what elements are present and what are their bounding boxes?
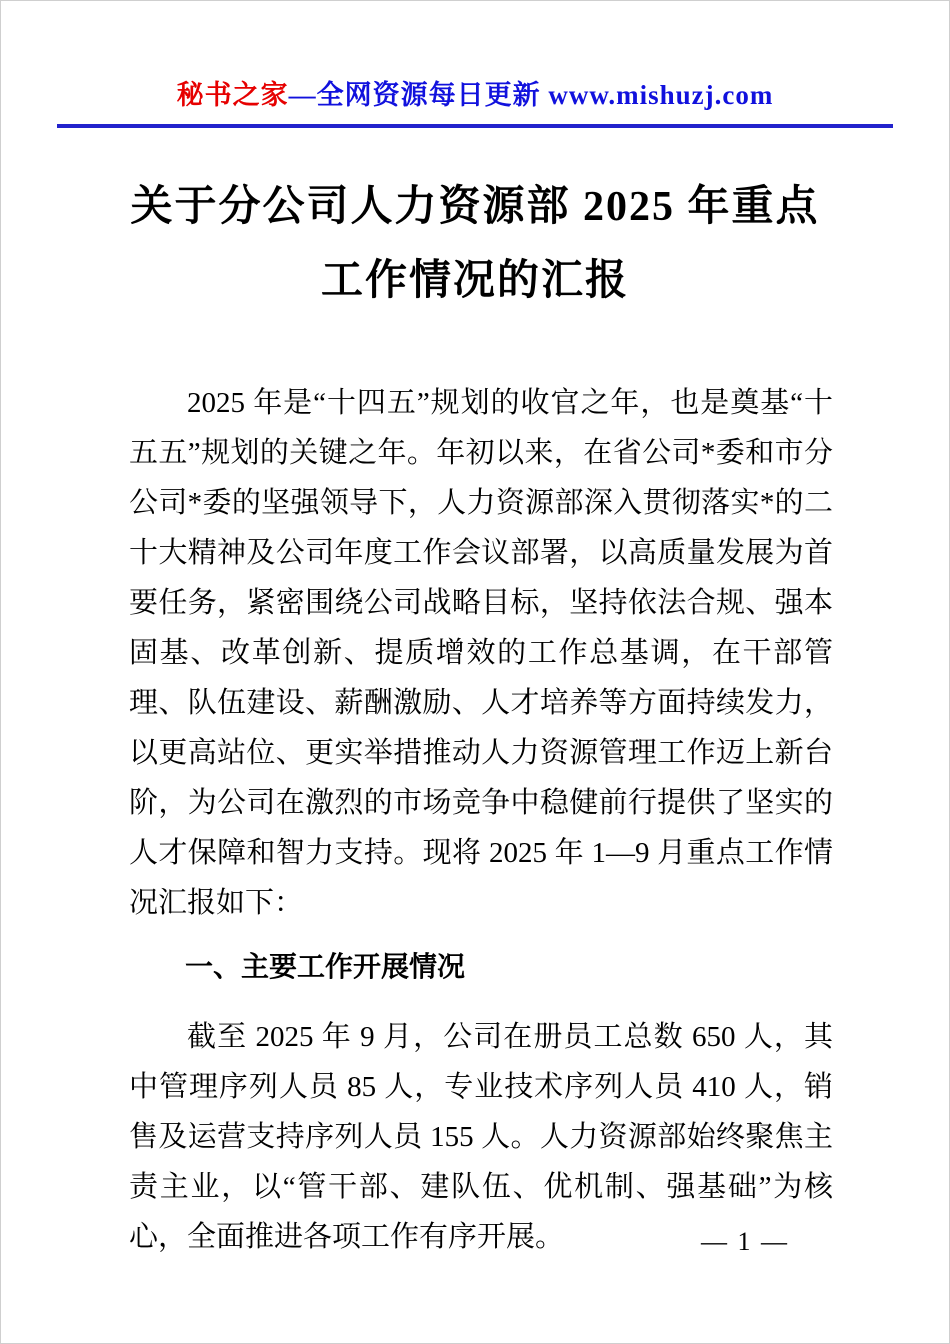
site-tagline: —全网资源每日更新: [288, 80, 549, 110]
page-number: — 1 —: [701, 1227, 789, 1256]
section-heading-1: 一、主要工作开展情况: [185, 951, 466, 982]
body-paragraph-2: 截至 2025 年 9 月，公司在册员工总数 650 人，其中管理序列人员 85 人，专业技术序列人员 410 人，销售及运营支持序列人员 155 人。人力资源部始终聚焦主责主业，以“管干部、建队伍、优机制、强基础”为核心，全面推进各项工作有序开展。: [129, 1021, 833, 1253]
header-divider: [57, 124, 893, 128]
site-name: 秘书之家: [176, 80, 289, 110]
document-title-line2: 工作情况的汇报: [320, 258, 629, 304]
body-paragraph-1: 2025 年是“十四五”规划的收官之年，也是奠基“十五五”规划的关键之年。年初以来，在省公司*委和市分公司*委的坚强领导下，人力资源部深入贯彻落实*的二十大精神及公司年度工作会议部署，以高质量发展为首要任务，紧密围绕公司战略目标，坚持依法合规、强本固基、改革创新、提质增效的工作总基调，在干部管理、队伍建设、薪酬激励、人才培养等方面持续发力，以更高站位、更实举措推动人力资源管理工作迈上新台阶，为公司在激烈的市场竞争中稳健前行提供了坚实的人才保障和智力支持。现将 2025 年 1—9 月重点工作情况汇报如下：: [129, 387, 833, 919]
document-title: [1, 170, 949, 318]
document-title-line1: 关于分公司人力资源部 2025 年重点: [130, 184, 820, 230]
document-body: [129, 378, 833, 1262]
site-header: [1, 1, 949, 112]
site-url: www.mishuzj.com: [548, 80, 774, 110]
